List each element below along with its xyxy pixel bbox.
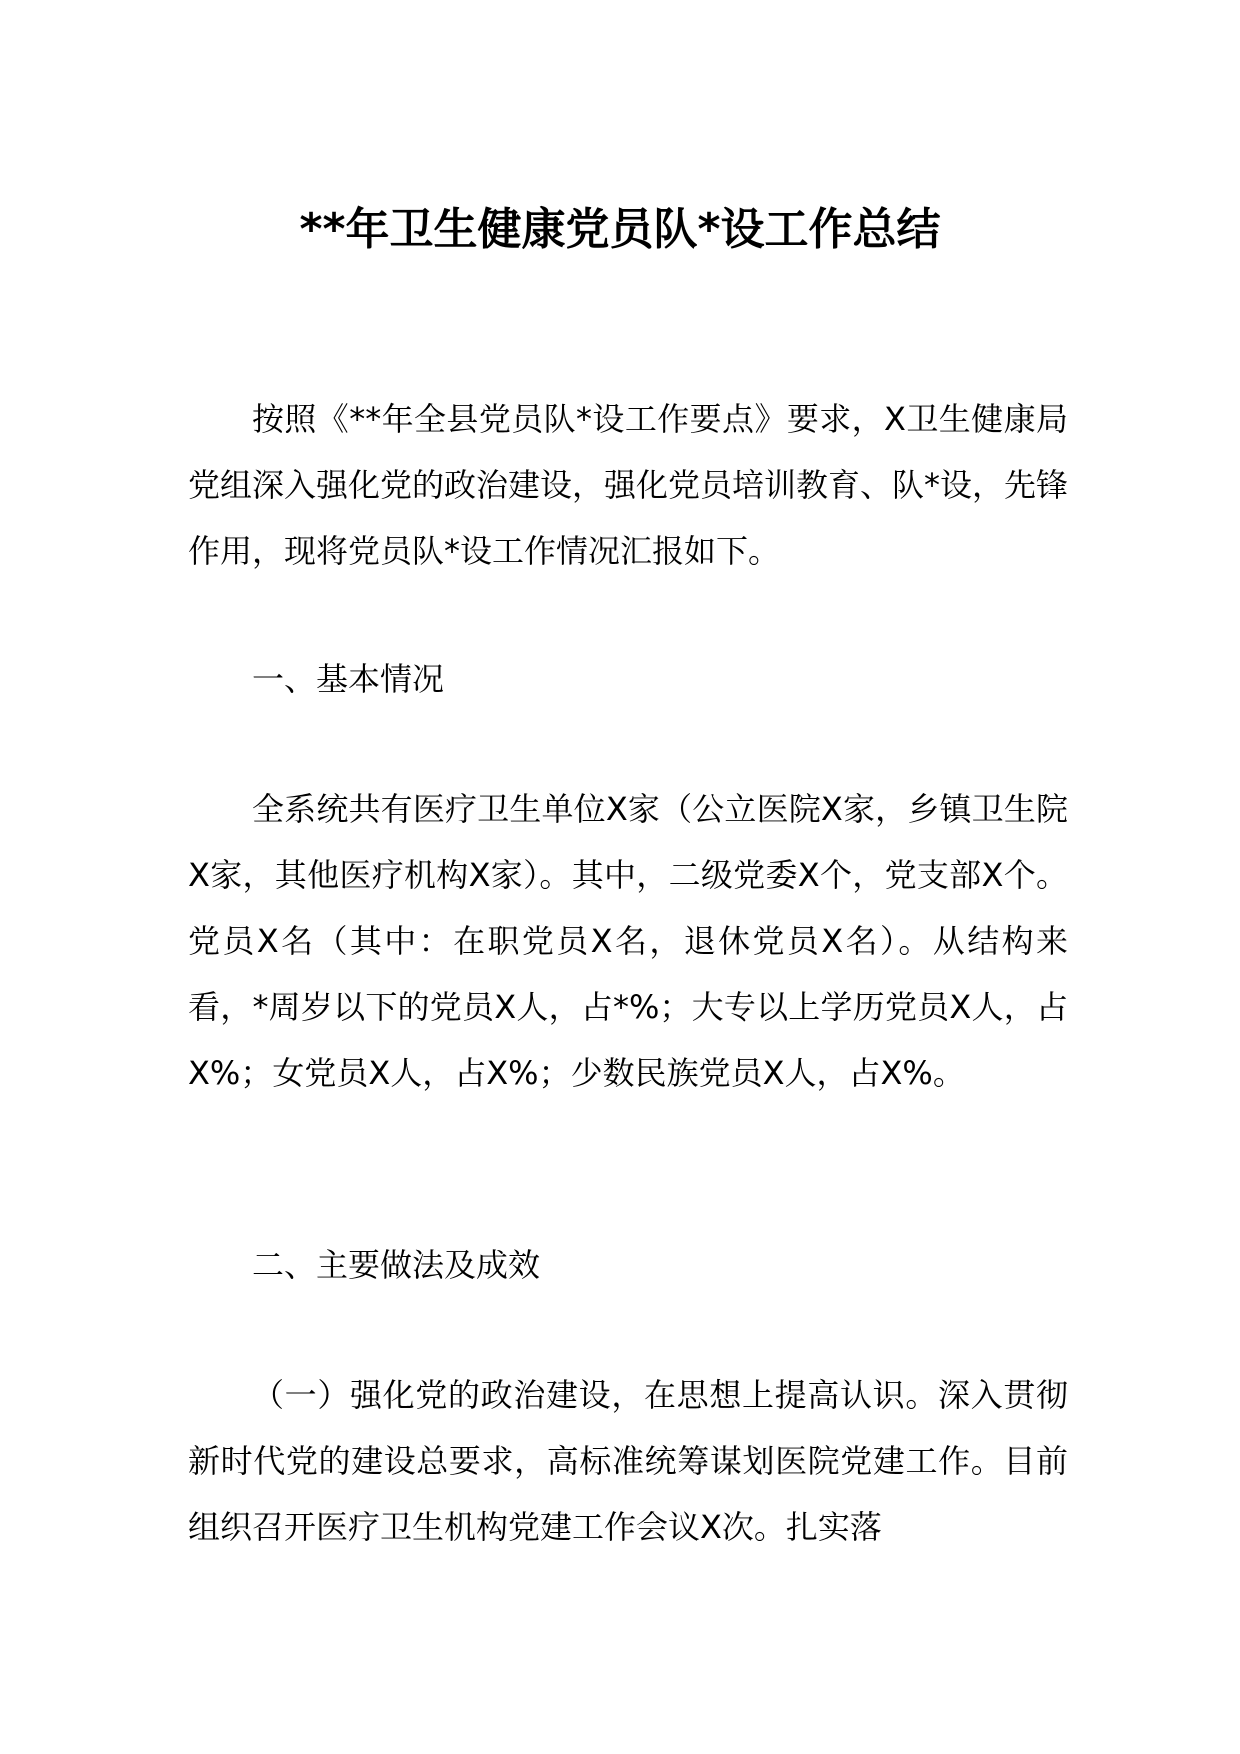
basic-situation-paragraph: 全系统共有医疗卫生单位X家（公立医院X家，乡镇卫生院X家，其他医疗机构X家）。其中，二级党委X个，党支部X个。党员X名（其中：在职党员X名，退休党员X名）。从结构来看，*周岁以下的党员X人，占*%；大专以上学历党员X人，占X%；女党员X人，占X%；少数民族党员X人，占X%。 — [188, 790, 1068, 1092]
document-title: **年卫生健康党员队*设工作总结 — [299, 204, 941, 255]
section-heading-main-practices: 二、主要做法及成效 — [252, 1246, 541, 1284]
intro-paragraph: 按照《**年全县党员队*设工作要点》要求，X卫生健康局党组深入强化党的政治建设，强化党员培训教育、队*设，先锋作用，现将党员队*设工作情况汇报如下。 — [188, 400, 1069, 570]
section-heading-basic-situation: 一、基本情况 — [252, 660, 445, 698]
main-practices-paragraph: （一）强化党的政治建设，在思想上提高认识。深入贯彻新时代党的建设总要求，高标准统筹谋划医院党建工作。目前组织召开医疗卫生机构党建工作会议X次。扎实落 — [188, 1376, 1068, 1546]
